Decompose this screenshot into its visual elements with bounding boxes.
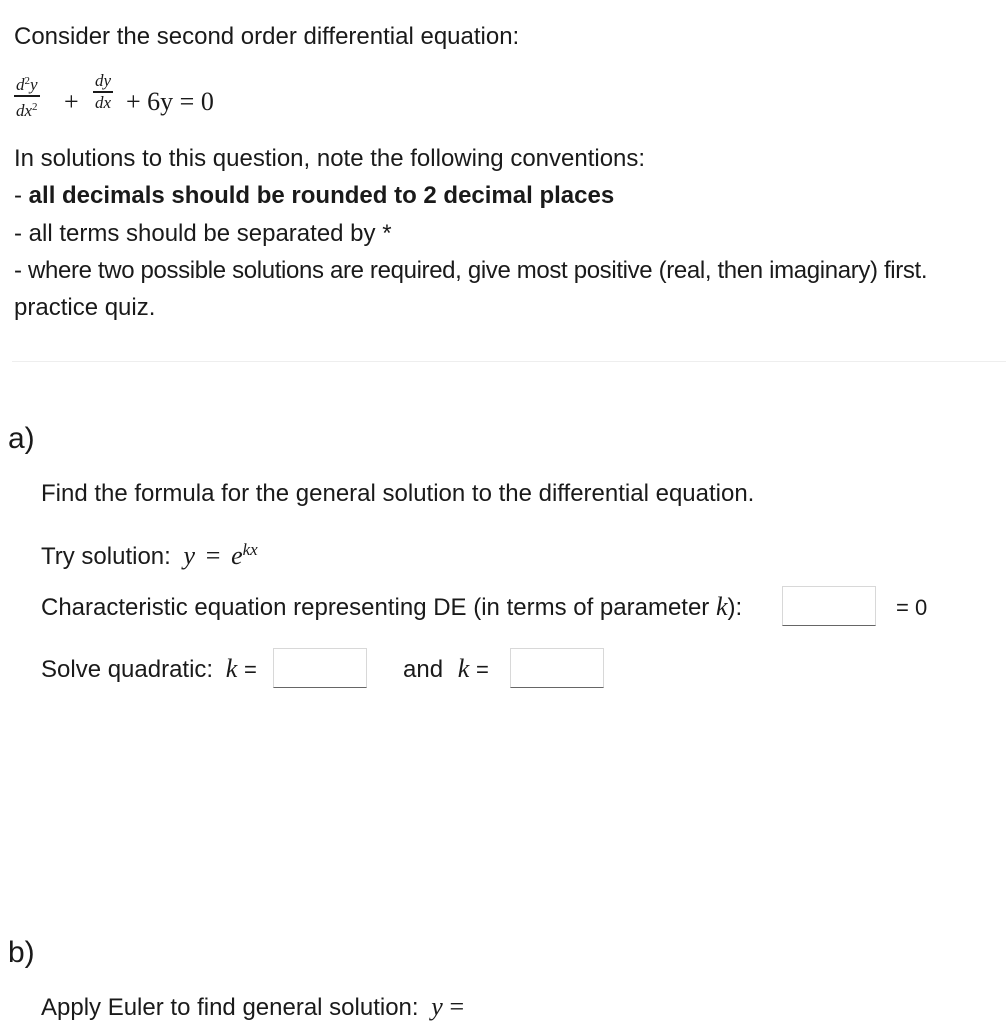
first-derivative-fraction: dy dx <box>95 71 112 112</box>
conventions-title: In solutions to this question, note the following conventions: <box>14 145 646 172</box>
question-intro: Consider the second order differential equation: <box>14 23 520 50</box>
plus-sign: + <box>64 87 79 116</box>
equation-remainder: + 6y = 0 <box>126 87 214 116</box>
characteristic-equation-input[interactable] <box>782 586 876 626</box>
convention-separator: - all terms should be separated by * <box>14 220 392 247</box>
convention-order: - where two possible solutions are required, give most positive (real, then imaginary) first. <box>14 257 928 284</box>
euler-instruction: Apply Euler to find general solution: y = <box>41 992 465 1021</box>
part-a-label: a) <box>8 422 35 455</box>
part-a-instruction: Find the formula for the general solution to the differential equation. <box>41 480 755 507</box>
try-solution: Try solution: $y = e^{kx}$ <box>41 540 258 570</box>
k2-input[interactable] <box>510 648 604 688</box>
and-label: and k = <box>403 654 489 683</box>
equals-zero-label: = 0 <box>896 595 928 620</box>
characteristic-equation-label: Characteristic equation representing DE (in terms of parameter k): <box>41 592 743 621</box>
second-derivative-fraction: $d^2y$ $dx^2$ <box>16 75 38 120</box>
k1-input[interactable] <box>273 648 367 688</box>
part-b-label: b) <box>8 936 35 969</box>
section-divider <box>12 361 1006 362</box>
convention-rounding: - all decimals should be rounded to 2 decimal places <box>14 182 615 209</box>
practice-note: practice quiz. <box>14 294 156 321</box>
solve-quadratic-label: Solve quadratic: k = <box>41 654 257 683</box>
